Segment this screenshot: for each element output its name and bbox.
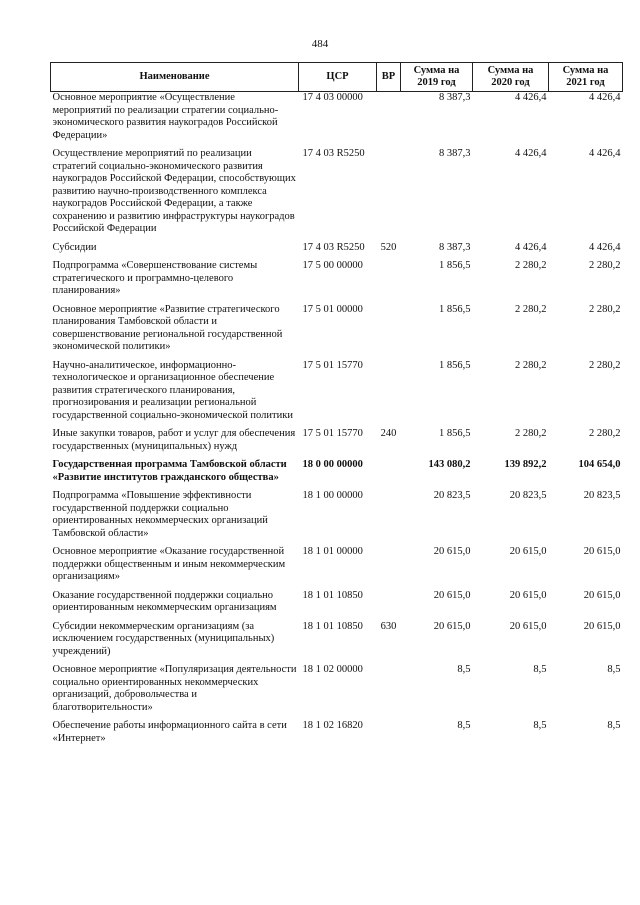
row-vr-cell bbox=[377, 490, 401, 546]
row-sum-2020-cell: 8,5 bbox=[533, 720, 547, 731]
table-row bbox=[51, 490, 623, 546]
row-sum-2021-cell: 8,5 bbox=[607, 664, 621, 675]
row-sum-2020-cell: 20 615,0 bbox=[509, 620, 547, 632]
row-sum-2021-cell: 2 280,2 bbox=[589, 359, 621, 371]
column-header-sum-2019: Сумма на 2019 год bbox=[401, 63, 473, 92]
column-header-sum-2020: Сумма на 2020 год bbox=[473, 63, 549, 92]
row-name-cell: Основное мероприятие «Оказание государственной поддержки общественным и иным некоммерческим организациям» bbox=[52, 546, 286, 582]
column-header-csr: ЦСР bbox=[299, 63, 377, 92]
row-sum-2019-cell: 20 615,0 bbox=[433, 589, 471, 601]
row-sum-2020-cell: 8,5 bbox=[533, 664, 547, 675]
row-vr-cell bbox=[377, 360, 401, 429]
row-csr-cell: 18 1 01 00000 bbox=[302, 546, 363, 557]
row-name-cell: Иные закупки товаров, работ и услуг для обеспечения государственных (муниципальных) нужд bbox=[52, 428, 296, 452]
row-sum-2020-cell: 4 426,4 bbox=[515, 92, 547, 103]
table-row bbox=[51, 260, 623, 304]
row-vr-cell: 520 bbox=[380, 241, 397, 253]
row-sum-2021-cell: 20 615,0 bbox=[583, 546, 621, 557]
row-name-cell: Осуществление мероприятий по реализации стратегий социально-экономического развития наукоградов Российской Федерации, способствующих развитию научно-производственного комплекса наукоградов Российской Федерации, а также сохранению и развитию инфраструктуры наукоградов Российской Федерации bbox=[52, 148, 296, 234]
row-sum-2020-cell: 2 280,2 bbox=[515, 303, 547, 315]
row-sum-2019-cell: 1 856,5 bbox=[439, 359, 471, 371]
row-csr-cell: 17 5 01 15770 bbox=[302, 428, 363, 439]
table-row bbox=[51, 459, 623, 490]
row-sum-2020-cell: 20 823,5 bbox=[509, 490, 547, 501]
row-sum-2019-cell: 1 856,5 bbox=[439, 260, 471, 271]
row-csr-cell: 18 1 01 10850 bbox=[302, 620, 363, 632]
row-csr-cell: 18 1 01 10850 bbox=[302, 589, 363, 601]
row-sum-2019-cell: 8,5 bbox=[457, 720, 471, 731]
row-name-cell: Подпрограмма «Совершенствование системы стратегического и программно-целевого планирования» bbox=[52, 260, 258, 296]
table-row bbox=[51, 428, 623, 459]
row-vr-cell bbox=[377, 260, 401, 304]
row-sum-2020-cell: 20 615,0 bbox=[509, 589, 547, 601]
row-csr-cell: 17 5 01 00000 bbox=[302, 303, 363, 315]
table-row bbox=[51, 590, 623, 621]
budget-table bbox=[50, 62, 623, 751]
table-header-row bbox=[51, 63, 623, 92]
row-sum-2020-cell: 2 280,2 bbox=[515, 260, 547, 271]
row-sum-2019-cell: 8 387,3 bbox=[439, 148, 471, 159]
row-vr-cell: 630 bbox=[380, 620, 397, 632]
row-name-cell: Государственная программа Тамбовской области «Развитие институтов гражданского общества» bbox=[52, 459, 287, 483]
row-csr-cell: 17 4 03 00000 bbox=[302, 92, 363, 103]
row-sum-2021-cell: 2 280,2 bbox=[589, 303, 621, 315]
row-sum-2020-cell: 2 280,2 bbox=[515, 428, 547, 439]
row-name-cell: Основное мероприятие «Популяризация деятельности социально ориентированных некоммерческих организаций, добровольчества и благотворительности» bbox=[52, 664, 297, 713]
row-name-cell: Научно-аналитическое, информационно-технологическое и организационное обеспечение развития стратегического планирования, прогнозирования и реализации региональной государственной социально-экономической политики bbox=[52, 359, 293, 421]
row-vr-cell bbox=[377, 546, 401, 590]
page-number: 484 bbox=[311, 38, 329, 50]
table-row bbox=[51, 148, 623, 242]
row-sum-2020-cell: 20 615,0 bbox=[509, 546, 547, 557]
row-sum-2019-cell: 143 080,2 bbox=[428, 459, 471, 470]
row-vr-cell bbox=[377, 664, 401, 720]
row-sum-2021-cell: 4 426,4 bbox=[589, 148, 621, 159]
row-csr-cell: 17 4 03 R5250 bbox=[302, 148, 365, 159]
row-name-cell: Оказание государственной поддержки социально ориентированным некоммерческим организациям bbox=[52, 589, 277, 613]
table-row bbox=[51, 242, 623, 261]
row-sum-2020-cell: 2 280,2 bbox=[515, 359, 547, 371]
row-csr-cell: 17 4 03 R5250 bbox=[302, 241, 365, 253]
row-sum-2019-cell: 8 387,3 bbox=[439, 241, 471, 253]
row-csr-cell: 17 5 00 00000 bbox=[302, 260, 363, 271]
row-vr-cell bbox=[377, 304, 401, 360]
row-sum-2019-cell: 1 856,5 bbox=[439, 303, 471, 315]
column-header-vr: ВР bbox=[377, 63, 401, 92]
table-row bbox=[51, 720, 623, 751]
row-name-cell: Основное мероприятие «Осуществление мероприятий по реализации стратегии социально-экономического развития наукоградов Российской Федерации» bbox=[52, 92, 279, 141]
table-row bbox=[51, 546, 623, 590]
column-header-name: Наименование bbox=[51, 63, 299, 92]
row-name-cell: Обеспечение работы информационного сайта в сети «Интернет» bbox=[52, 720, 287, 744]
column-header-sum-2021: Сумма на 2021 год bbox=[549, 63, 623, 92]
row-vr-cell bbox=[377, 148, 401, 242]
row-sum-2021-cell: 20 823,5 bbox=[583, 490, 621, 501]
row-name-cell: Субсидии некоммерческим организациям (за исключением государственных (муниципальных) учреждений) bbox=[52, 620, 275, 657]
row-sum-2019-cell: 20 615,0 bbox=[433, 620, 471, 632]
table-row bbox=[51, 621, 623, 665]
row-vr-cell bbox=[377, 720, 401, 751]
row-sum-2020-cell: 4 426,4 bbox=[515, 241, 547, 253]
table-row bbox=[51, 304, 623, 360]
row-vr-cell: 240 bbox=[380, 428, 397, 439]
row-sum-2021-cell: 20 615,0 bbox=[583, 589, 621, 601]
row-csr-cell: 18 1 02 16820 bbox=[302, 720, 363, 731]
row-vr-cell bbox=[377, 92, 401, 149]
row-csr-cell: 18 0 00 00000 bbox=[302, 459, 363, 470]
row-sum-2019-cell: 20 823,5 bbox=[433, 490, 471, 501]
table-row bbox=[51, 360, 623, 429]
row-name-cell: Основное мероприятие «Развитие стратегического планирования Тамбовской области и совершенствование региональной государственной экономической политики» bbox=[52, 303, 283, 352]
row-vr-cell bbox=[377, 459, 401, 490]
row-csr-cell: 18 1 02 00000 bbox=[302, 664, 363, 675]
row-sum-2021-cell: 2 280,2 bbox=[589, 428, 621, 439]
row-csr-cell: 18 1 00 00000 bbox=[302, 490, 363, 501]
row-sum-2021-cell: 4 426,4 bbox=[589, 92, 621, 103]
table-row bbox=[51, 92, 623, 149]
row-sum-2019-cell: 8 387,3 bbox=[439, 92, 471, 103]
row-sum-2019-cell: 1 856,5 bbox=[439, 428, 471, 439]
row-sum-2021-cell: 2 280,2 bbox=[589, 260, 621, 271]
row-sum-2020-cell: 4 426,4 bbox=[515, 148, 547, 159]
table-row bbox=[51, 664, 623, 720]
row-vr-cell bbox=[377, 590, 401, 621]
row-sum-2020-cell: 139 892,2 bbox=[504, 459, 547, 470]
row-sum-2019-cell: 8,5 bbox=[457, 664, 471, 675]
row-sum-2021-cell: 8,5 bbox=[607, 720, 621, 731]
row-csr-cell: 17 5 01 15770 bbox=[302, 359, 363, 371]
row-sum-2021-cell: 4 426,4 bbox=[589, 241, 621, 253]
row-sum-2019-cell: 20 615,0 bbox=[433, 546, 471, 557]
row-name-cell: Субсидии bbox=[52, 241, 97, 253]
row-sum-2021-cell: 104 654,0 bbox=[578, 459, 621, 470]
row-sum-2021-cell: 20 615,0 bbox=[583, 620, 621, 632]
row-name-cell: Подпрограмма «Повышение эффективности государственной поддержки социально ориентированных некоммерческих организаций Тамбовской области» bbox=[52, 490, 268, 539]
